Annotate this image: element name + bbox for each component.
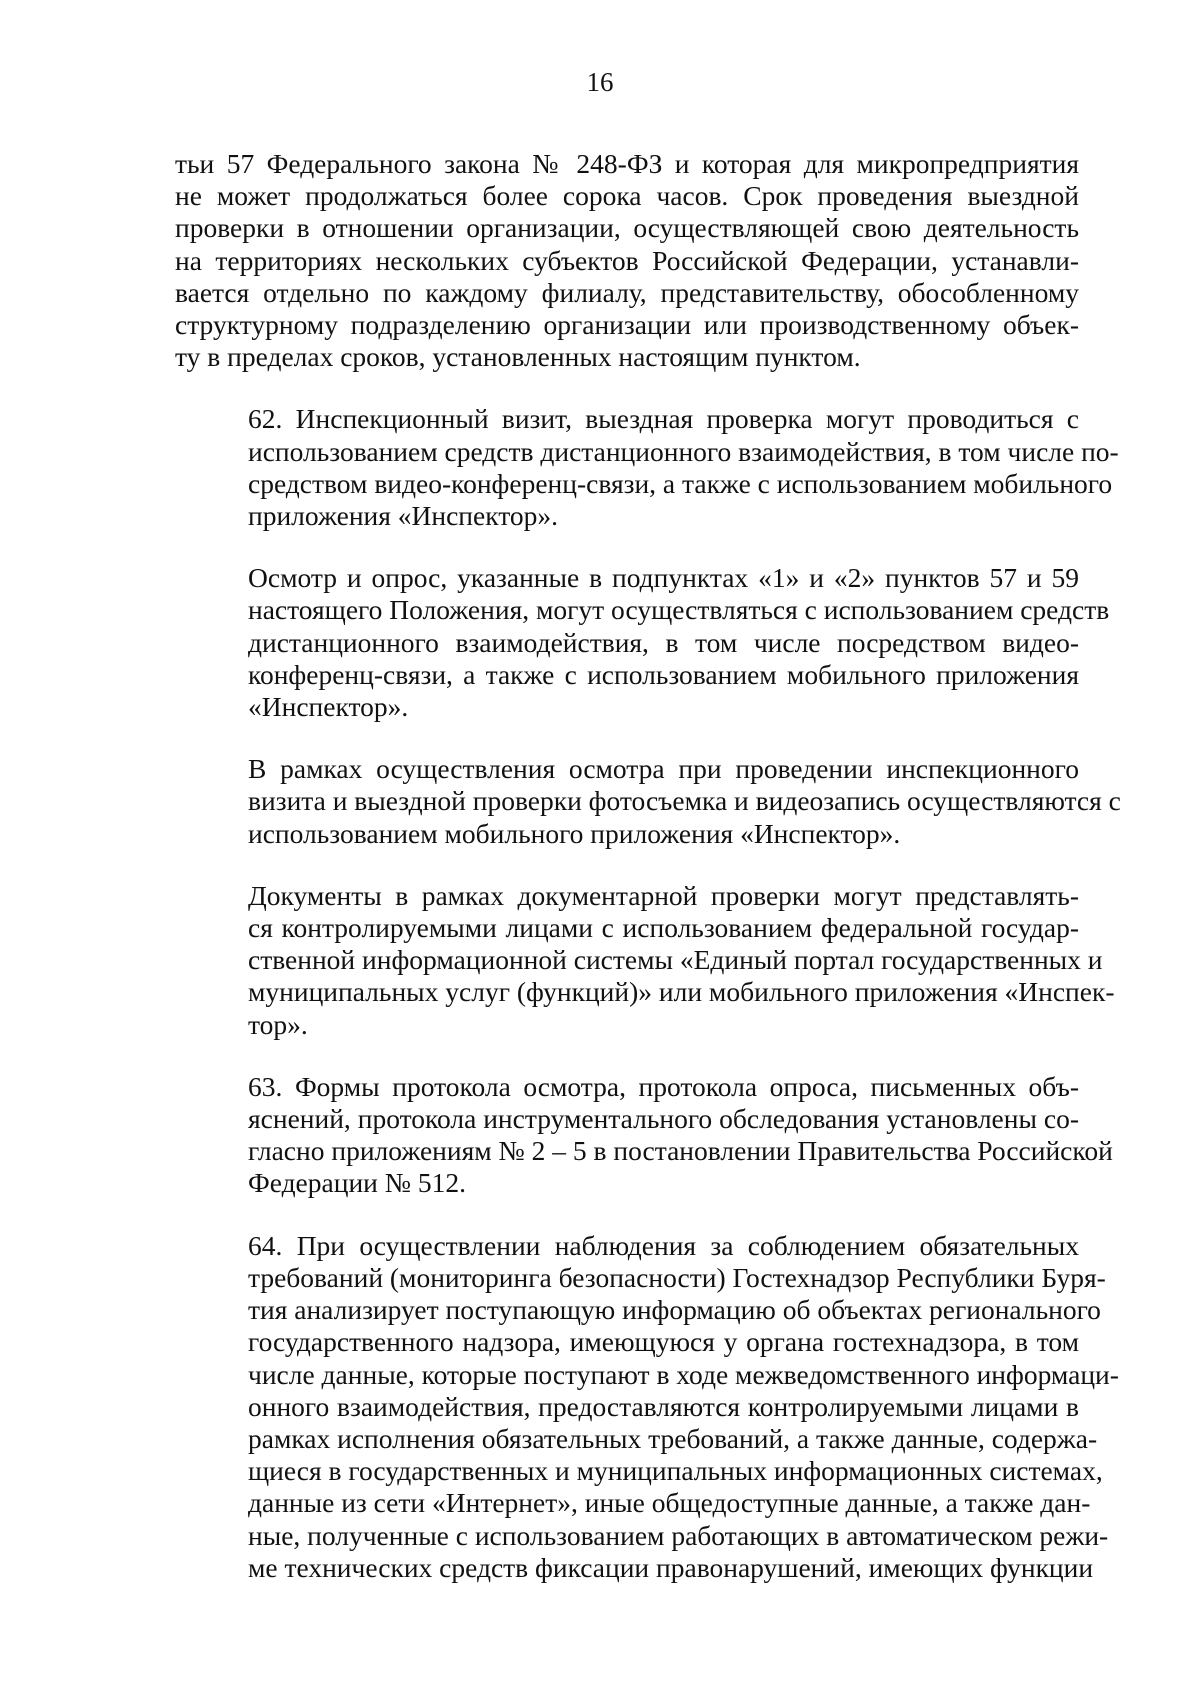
paragraph xyxy=(175,148,1079,373)
text-line: «Инспектор». xyxy=(248,691,409,723)
text-line: яснений, протокола инструментального обследования установлены со- xyxy=(248,1103,1079,1135)
text-line: на территориях нескольких субъектов Российской Федерации, устанавли- xyxy=(175,244,1079,276)
text-line: Федерации № 512. xyxy=(248,1167,466,1199)
text-line: использованием мобильного приложения «Инспектор». xyxy=(248,817,901,849)
paragraph xyxy=(175,1229,1119,1584)
text-line: муниципальных услуг (функций)» или мобильного приложения «Инспек- xyxy=(248,976,1115,1008)
document-body xyxy=(175,148,1121,1584)
paragraph xyxy=(175,1070,1113,1200)
text-line: рамках исполнения обязательных требований, а также данные, содержа- xyxy=(248,1422,1098,1454)
text-line: онного взаимодействия, предоставляются контролируемыми лицами в xyxy=(248,1390,1079,1422)
text-line: ственной информационной системы «Единый портал государственных и xyxy=(248,944,1103,976)
paragraph xyxy=(175,562,1110,723)
text-line: дистанционного взаимодействия, в том числе посредством видео- xyxy=(248,626,1079,658)
text-line: В рамках осуществления осмотра при проведении инспекционного xyxy=(248,753,1079,785)
text-line: 62. Инспекционный визит, выездная проверка могут проводиться с xyxy=(248,403,1079,435)
text-line: щиеся в государственных и муниципальных информационных системах, xyxy=(248,1455,1103,1487)
paragraph xyxy=(175,879,1115,1041)
text-line: Документы в рамках документарной проверки могут представлять- xyxy=(248,879,1079,911)
text-line: числе данные, которые поступают в ходе межведомственного информаци- xyxy=(248,1358,1119,1390)
text-line: ные, полученные с использованием работающих в автоматическом режи- xyxy=(248,1519,1109,1551)
text-line: 63. Формы протокола осмотра, протокола опроса, письменных объ- xyxy=(248,1070,1079,1102)
text-line: средством видео-конференц-связи, а также с использованием мобильного xyxy=(248,467,1113,499)
text-line: ту в пределах сроков, установленных настоящим пунктом. xyxy=(175,341,861,373)
paragraph xyxy=(175,753,1121,850)
text-line: вается отдельно по каждому филиалу, представительству, обособленному xyxy=(175,276,1079,308)
text-line: ся контролируемыми лицами с использованием федеральной государ- xyxy=(248,912,1079,944)
text-line: тия анализирует поступающую информацию об объектах регионального xyxy=(248,1294,1101,1326)
text-line: приложения «Инспектор». xyxy=(248,500,559,532)
text-line: гласно приложениям № 2 – 5 в постановлении Правительства Российской xyxy=(248,1135,1113,1167)
text-line: настоящего Положения, могут осуществляться с использованием средств xyxy=(248,594,1110,626)
text-line: проверки в отношении организации, осуществляющей свою деятельность xyxy=(175,212,1079,244)
text-line: тьи 57 Федерального закона № 248-ФЗ и которая для микропредприятия xyxy=(175,148,1079,179)
text-line: конференц-связи, а также с использованием мобильного приложения xyxy=(248,658,1079,690)
text-line: государственного надзора, имеющуюся у органа гостехнадзора, в том xyxy=(248,1326,1079,1358)
text-line: данные из сети «Интернет», иные общедоступные данные, а также дан- xyxy=(248,1487,1091,1519)
text-line: структурному подразделению организации или производственному объек- xyxy=(175,309,1079,341)
text-line: использованием средств дистанционного взаимодействия, в том числе по- xyxy=(248,435,1119,467)
paragraph xyxy=(175,403,1119,532)
page-number: 16 xyxy=(586,67,614,97)
text-line: требований (мониторинга безопасности) Гостехнадзор Республики Буря- xyxy=(248,1261,1106,1293)
text-line: 64. При осуществлении наблюдения за соблюдением обязательных xyxy=(248,1229,1079,1261)
text-line: Осмотр и опрос, указанные в подпунктах «1» и «2» пунктов 57 и 59 xyxy=(248,562,1079,594)
text-line: визита и выездной проверки фотосъемка и видеозапись осуществляются с xyxy=(248,785,1121,817)
text-line: не может продолжаться более сорока часов. Срок проведения выездной xyxy=(175,180,1079,212)
text-line: тор». xyxy=(248,1008,308,1040)
text-line: ме технических средств фиксации правонарушений, имеющих функции xyxy=(248,1551,1094,1583)
